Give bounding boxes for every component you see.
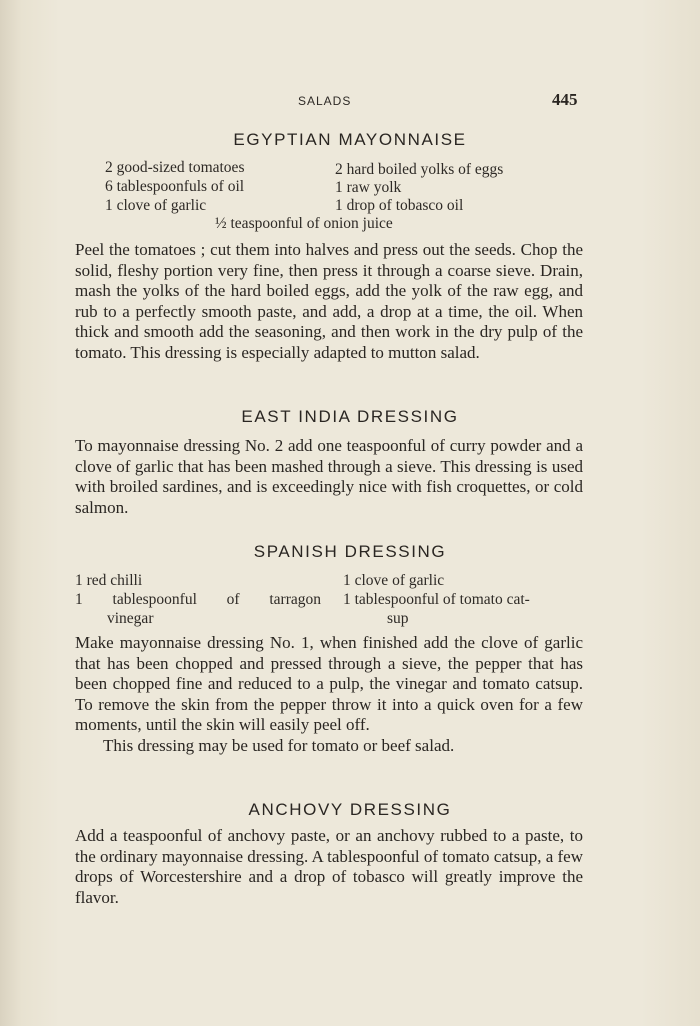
- paragraph: To mayonnaise dressing No. 2 add one teaspoonful of curry powder and a clove of garlic that has been mashed through a sieve. This dressing is used with broiled sardines, and is exceedingly nice with fish croquettes, or cold salmon.: [75, 436, 583, 517]
- ingredient: 6 tablespoonfuls of oil: [105, 178, 245, 195]
- ingredient: vinegar: [107, 610, 154, 627]
- heading-egyptian-mayonnaise: EGYPTIAN MAYONNAISE: [233, 130, 467, 149]
- ingredient: 1 drop of tobasco oil: [335, 197, 464, 214]
- paragraph: Peel the tomatoes ; cut them into halves and press out the seeds. Chop the solid, fleshy portion very fine, then press it through a coarse sieve. Drain, mash the yolks of the hard boiled eggs, add the yolk of the raw egg, and rub to a perfectly smooth paste, and add, a drop at a time, the oil. When thick and smooth add the seasoning, and then work in the dry pulp of the tomato. This dressing is especially adapted to mutton salad.: [75, 240, 583, 362]
- heading-anchovy-dressing: ANCHOVY DRESSING: [248, 800, 452, 819]
- heading-spanish-dressing: SPANISH DRESSING: [253, 542, 447, 561]
- paragraph-text: This dressing may be used for tomato or beef salad.: [103, 735, 455, 755]
- ingredient: ½ teaspoonful of onion juice: [215, 215, 393, 232]
- ingredient: 1 raw yolk: [335, 179, 402, 196]
- heading-east-india-dressing: EAST INDIA DRESSING: [241, 407, 459, 426]
- running-head: [0, 90, 700, 114]
- ingredient: 1 clove of garlic: [343, 572, 445, 589]
- ingredient: 1 tablespoonful of tomato cat-: [343, 591, 530, 608]
- ingredient: 1 tablespoonful of tarragon: [75, 591, 321, 608]
- ingredient: 1 clove of garlic: [105, 197, 207, 214]
- paragraph-text: Make mayonnaise dressing No. 1, when finished add the clove of garlic that has been chopped and pressed through a sieve, the pepper that has been chopped fine and reduced to a pulp, the vinegar and tomato catsup. To remove the skin from the pepper throw it into a quick oven for a few moments, until the skin will easily peel off.: [75, 633, 583, 735]
- paragraph: Add a teaspoonful of anchovy paste, or an anchovy rubbed to a paste, to the ordinary mayonnaise dressing. A tablespoonful of tomato catsup, a few drops of Worcestershire and a drop of tobasco will greatly improve the flavor.: [75, 826, 583, 907]
- page-number: 445: [552, 90, 578, 109]
- ingredient: 1 red chilli: [75, 572, 143, 589]
- ingredient: 2 hard boiled yolks of eggs: [335, 161, 504, 178]
- ingredient: 2 good-sized tomatoes: [105, 159, 245, 176]
- ingredient: sup: [387, 610, 409, 627]
- running-title: SALADS: [298, 94, 352, 108]
- paragraph: [75, 633, 583, 757]
